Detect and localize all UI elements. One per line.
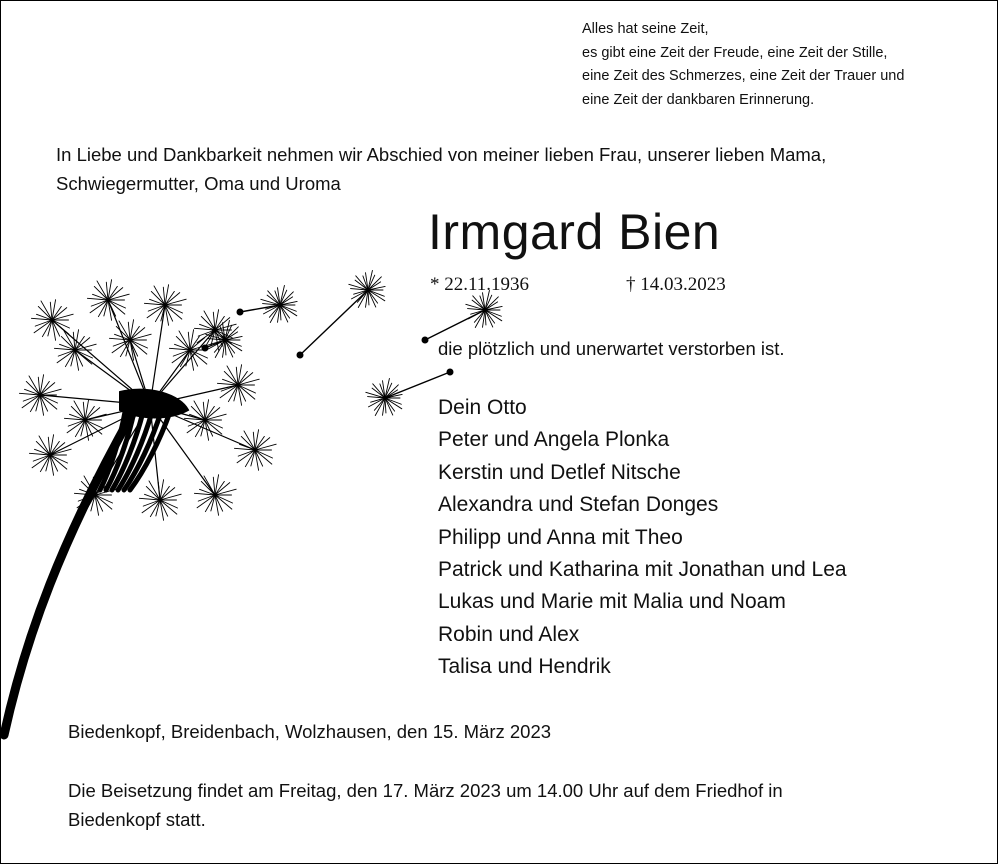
intro-line: Schwiegermutter, Oma und Uroma [56,173,341,194]
poem-line: eine Zeit des Schmerzes, eine Zeit der Trauer und [582,68,905,84]
birth-date: * 22.11.1936 [430,274,530,295]
deceased-name: Irmgard Bien [428,204,721,260]
burial-line: Biedenkopf statt. [68,809,206,830]
dandelion-icon [4,270,502,735]
mourners-list [438,392,847,684]
intro-text [56,140,976,198]
death-phrase: die plötzlich und unerwartet verstorben ist. [438,338,785,359]
life-dates [430,272,726,298]
mourner-entry: Patrick und Katharina mit Jonathan und Lea [438,558,847,582]
burial-line: Die Beisetzung findet am Freitag, den 17. März 2023 um 14.00 Uhr auf dem Friedhof in [68,780,783,801]
poem-line: Alles hat seine Zeit, [582,21,709,37]
poem-line: es gibt eine Zeit der Freude, eine Zeit der Stille, [582,44,888,61]
mourner-entry: Robin und Alex [438,622,580,646]
place-and-date: Biedenkopf, Breidenbach, Wolzhausen, den 15. März 2023 [68,721,552,742]
death-date: † 14.03.2023 [626,274,726,295]
mourner-entry: Kerstin und Detlef Nitsche [438,460,681,484]
intro-line: In Liebe und Dankbarkeit nehmen wir Abschied von meiner lieben Frau, unserer lieben Mama, [56,144,827,165]
poem-line: eine Zeit der dankbaren Erinnerung. [582,91,815,108]
mourner-entry: Philipp und Anna mit Theo [438,525,683,549]
mourner-entry: Talisa und Hendrik [438,655,611,679]
mourner-entry: Peter und Angela Plonka [438,428,670,452]
mourner-entry: Alexandra und Stefan Donges [438,493,719,517]
mourner-entry: Dein Otto [438,396,527,419]
burial-notice [68,776,948,834]
poem [582,18,982,112]
mourner-entry: Lukas und Marie mit Malia und Noam [438,590,786,614]
